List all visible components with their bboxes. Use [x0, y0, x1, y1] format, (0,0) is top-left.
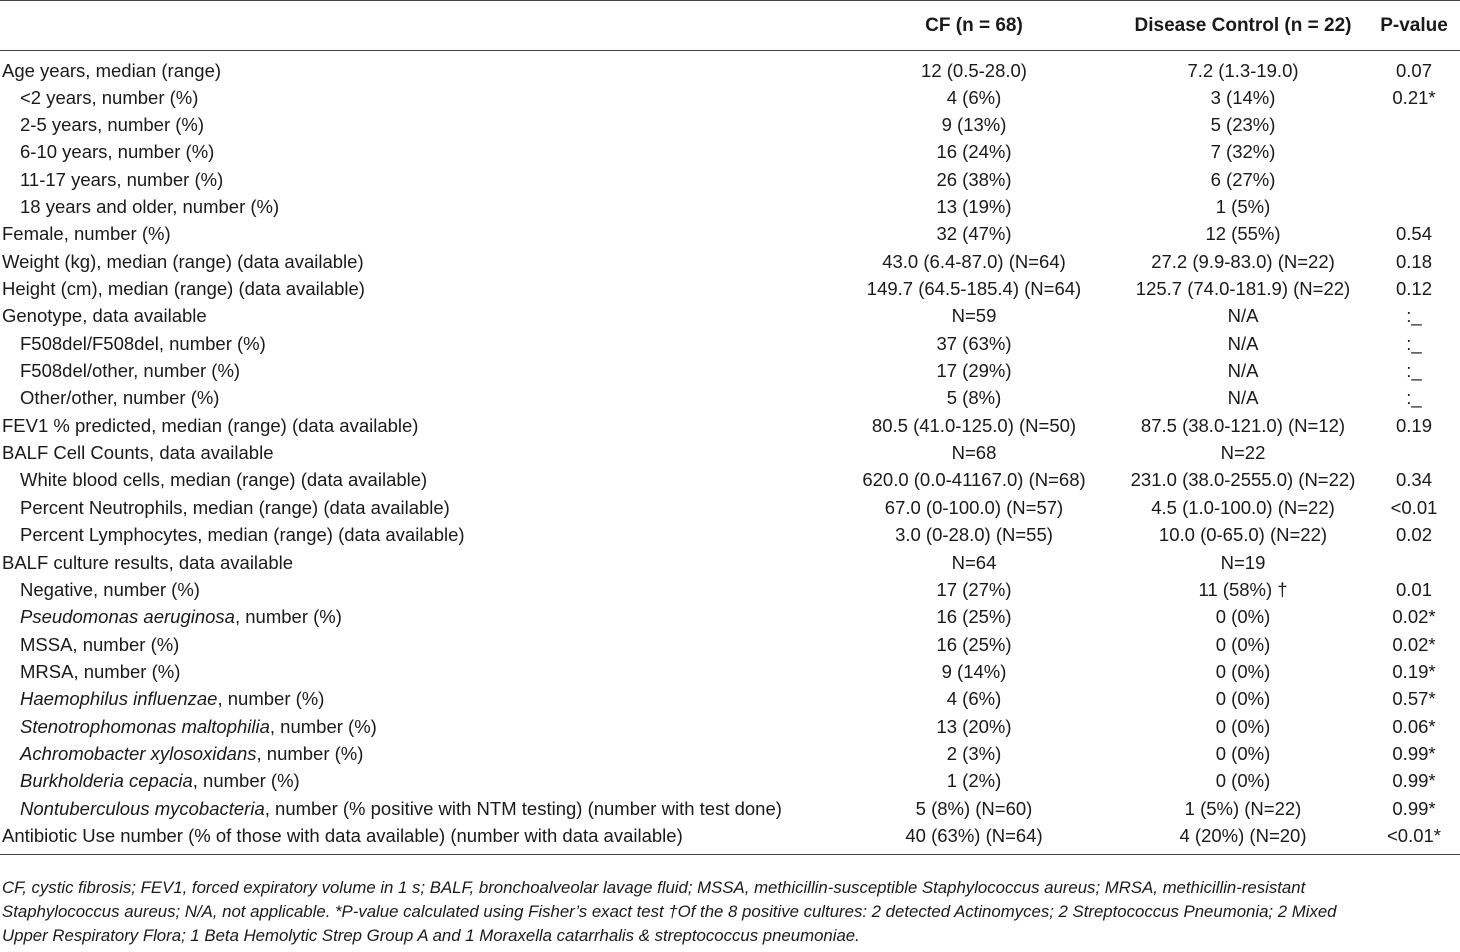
header-disease-control: Disease Control (n = 22): [1118, 1, 1368, 51]
cell-cf: N=59: [951, 305, 997, 327]
table-row: [0, 549, 1460, 576]
cell-disease-control: 11 (58%) †: [1198, 578, 1288, 600]
cell-p-value: :_: [1406, 305, 1422, 327]
cell-cf: 37 (63%): [936, 332, 1012, 354]
header-label: [0, 1, 830, 51]
row-label-suffix: , number (%): [269, 715, 377, 737]
cell-p-value: 0.06*: [1392, 715, 1436, 737]
table-row: [0, 330, 1460, 357]
cell-cf: 9 (14%): [941, 660, 1007, 682]
cell-cf: 16 (25%): [936, 633, 1012, 655]
table-row: [0, 822, 1460, 854]
cell-disease-control: 5 (23%): [1210, 114, 1276, 136]
header-row: [0, 1, 1460, 51]
row-label: Antibiotic Use number (% of those with data available) (number with data available): [0, 822, 830, 854]
cell-p-value: 0.18: [1395, 250, 1432, 272]
cell-p-value: 0.02*: [1392, 606, 1436, 628]
table-row: [0, 221, 1460, 248]
cell-cf: 5 (8%): [946, 387, 1002, 409]
table-row: [0, 713, 1460, 740]
organism-name: Haemophilus influenzae: [20, 688, 218, 710]
cell-p-value: 0.01: [1395, 578, 1432, 600]
cell-disease-control: N/A: [1227, 387, 1259, 409]
table-row: [0, 631, 1460, 658]
row-label: F508del/F508del, number (%): [20, 332, 266, 354]
cell-disease-control: 7.2 (1.3-19.0): [1187, 59, 1299, 81]
organism-name: Burkholderia cepacia: [20, 770, 193, 792]
cell-disease-control: 12 (55%): [1205, 223, 1281, 245]
table-row: [0, 275, 1460, 302]
cell-cf: 16 (24%): [936, 141, 1012, 163]
cell-disease-control: 0 (0%): [1215, 688, 1271, 710]
cell-disease-control: 27.2 (9.9-83.0) (N=22): [1151, 250, 1335, 272]
table-row: [0, 84, 1460, 111]
header-cf: CF (n = 68): [830, 1, 1118, 51]
cell-p-value: [1368, 139, 1460, 166]
cell-cf: 17 (27%): [936, 578, 1012, 600]
row-label: Female, number (%): [2, 223, 171, 245]
cell-cf: 620.0 (0.0-41167.0) (N=68): [862, 469, 1086, 491]
cell-p-value: 0.34: [1395, 469, 1432, 491]
cell-cf: 149.7 (64.5-185.4) (N=64): [866, 278, 1082, 300]
cell-p-value: 0.07: [1395, 59, 1432, 81]
cell-p-value: 0.21*: [1392, 86, 1436, 108]
cell-p-value: 0.99*: [1392, 770, 1436, 792]
cell-cf: 80.5 (41.0-125.0) (N=50): [871, 414, 1077, 436]
cell-cf: 13 (20%): [936, 715, 1012, 737]
row-label-suffix: , number (%): [192, 770, 300, 792]
row-label: Other/other, number (%): [20, 387, 220, 409]
cell-cf: 16 (25%): [936, 606, 1012, 628]
row-label: [0, 740, 830, 767]
cell-disease-control: 4 (20%) (N=20): [1118, 822, 1368, 854]
footnote-line: Staphylococcus aureus; N/A, not applicable. *P-value calculated using Fisher’s exact test †Of the 8 positive cultures: 2 detected Actinomyces; 2 Streptococcus Pneumonia; 2 Mixed: [2, 902, 1337, 921]
organism-name: Pseudomonas aeruginosa: [20, 606, 235, 628]
cell-disease-control: N/A: [1227, 360, 1259, 382]
cell-p-value: :_: [1406, 387, 1422, 409]
footnote-line: Upper Respiratory Flora; 1 Beta Hemolytic Strep Group A and 1 Moraxella catarrhalis & streptococcus pneumoniae.: [2, 926, 860, 945]
row-label-suffix: , number (%): [256, 742, 364, 764]
table-row: [0, 248, 1460, 275]
cell-p-value: [1368, 193, 1460, 220]
organism-name: Achromobacter xylosoxidans: [20, 742, 257, 764]
cell-p-value: :_: [1406, 360, 1422, 382]
cell-p-value: [1368, 166, 1460, 193]
cell-cf: N=64: [951, 551, 997, 573]
cell-disease-control: 125.7 (74.0-181.9) (N=22): [1135, 278, 1351, 300]
row-label: [0, 686, 830, 713]
cell-cf: 67.0 (0-100.0) (N=57): [884, 496, 1064, 518]
table-row: [0, 795, 1460, 822]
cell-disease-control: 0 (0%): [1215, 770, 1271, 792]
organism-name: Nontuberculous mycobacteria: [20, 797, 265, 819]
cell-cf: 5 (8%) (N=60): [915, 797, 1033, 819]
cell-p-value: :_: [1406, 332, 1422, 354]
cell-cf: 32 (47%): [936, 223, 1012, 245]
cell-cf: 4 (6%): [946, 86, 1002, 108]
cell-disease-control: 0 (0%): [1215, 606, 1271, 628]
row-label-suffix: , number (%): [217, 688, 325, 710]
row-label: BALF Cell Counts, data available: [2, 442, 274, 464]
footnote-line: CF, cystic fibrosis; FEV1, forced expiratory volume in 1 s; BALF, bronchoalveolar lavage fluid; MSSA, methicillin-susceptible Staphylococcus aureus; MRSA, methicillin-resistant: [2, 878, 1306, 897]
cell-p-value: [1368, 549, 1460, 576]
cell-disease-control: 87.5 (38.0-121.0) (N=12): [1140, 414, 1346, 436]
table-row: [0, 576, 1460, 603]
row-label-suffix: , number (% positive with NTM testing) (number with test done): [264, 797, 782, 819]
cell-disease-control: 6 (27%): [1210, 168, 1276, 190]
row-label: [0, 795, 830, 822]
row-label: <2 years, number (%): [20, 86, 199, 108]
cell-p-value: 0.99*: [1392, 742, 1436, 764]
table-row: [0, 357, 1460, 384]
cell-p-value: <0.01*: [1368, 822, 1460, 854]
cell-cf: 2 (3%): [946, 742, 1002, 764]
table-row: [0, 686, 1460, 713]
row-label: Genotype, data available: [2, 305, 207, 327]
cell-cf: 40 (63%) (N=64): [830, 822, 1118, 854]
table-body: [0, 51, 1460, 855]
table-row: [0, 768, 1460, 795]
row-label: [0, 604, 830, 631]
table-row: [0, 439, 1460, 466]
cell-p-value: 0.19: [1395, 414, 1432, 436]
cell-cf: 43.0 (6.4-87.0) (N=64): [882, 250, 1066, 272]
table-row: [0, 385, 1460, 412]
row-label: Age years, median (range): [2, 59, 222, 81]
cell-disease-control: N=19: [1220, 551, 1266, 573]
table-row: [0, 494, 1460, 521]
cell-p-value: 0.02*: [1392, 633, 1436, 655]
row-label: Percent Lymphocytes, median (range) (data available): [20, 524, 465, 546]
table-row: [0, 51, 1460, 85]
table-row: [0, 111, 1460, 138]
table-row: [0, 139, 1460, 166]
row-label: White blood cells, median (range) (data available): [20, 469, 428, 491]
row-label: Height (cm), median (range) (data available): [2, 278, 365, 300]
row-label: 11-17 years, number (%): [20, 168, 224, 190]
cell-p-value: 0.99*: [1392, 797, 1436, 819]
row-label: BALF culture results, data available: [2, 551, 294, 573]
cell-disease-control: 231.0 (38.0-2555.0) (N=22): [1130, 469, 1356, 491]
cell-p-value: 0.12: [1395, 278, 1432, 300]
cell-disease-control: 7 (32%): [1210, 141, 1276, 163]
row-label: Negative, number (%): [20, 578, 200, 600]
cell-cf: 26 (38%): [936, 168, 1012, 190]
cell-p-value: 0.02: [1395, 524, 1432, 546]
row-label: MRSA, number (%): [20, 660, 181, 682]
cell-disease-control: N/A: [1227, 332, 1259, 354]
cell-cf: N=68: [951, 442, 997, 464]
cell-cf: 1 (2%): [946, 770, 1002, 792]
cell-p-value: 0.57*: [1392, 688, 1436, 710]
table-row: [0, 522, 1460, 549]
cell-disease-control: N/A: [1227, 305, 1259, 327]
cell-p-value: <0.01: [1390, 496, 1438, 518]
table-row: [0, 193, 1460, 220]
row-label: Weight (kg), median (range) (data available): [2, 250, 364, 272]
table-row: [0, 166, 1460, 193]
row-label: 18 years and older, number (%): [20, 196, 280, 218]
cell-cf: 13 (19%): [936, 196, 1012, 218]
table-row: [0, 303, 1460, 330]
row-label: FEV1 % predicted, median (range) (data available): [2, 414, 419, 436]
row-label: Percent Neutrophils, median (range) (data available): [20, 496, 450, 518]
cell-p-value: [1368, 439, 1460, 466]
row-label-suffix: , number (%): [234, 606, 342, 628]
cell-cf: 9 (13%): [941, 114, 1007, 136]
cell-disease-control: 0 (0%): [1215, 742, 1271, 764]
table-row: [0, 467, 1460, 494]
cell-disease-control: 1 (5%): [1215, 196, 1271, 218]
cell-disease-control: 3 (14%): [1210, 86, 1276, 108]
cell-disease-control: 4.5 (1.0-100.0) (N=22): [1151, 496, 1335, 518]
table-row: [0, 604, 1460, 631]
table-row: [0, 740, 1460, 767]
cell-disease-control: 0 (0%): [1215, 715, 1271, 737]
row-label: MSSA, number (%): [20, 633, 180, 655]
row-label: 6-10 years, number (%): [20, 141, 215, 163]
table-row: [0, 412, 1460, 439]
row-label: [0, 768, 830, 795]
cell-p-value: [1368, 111, 1460, 138]
cell-disease-control: 0 (0%): [1215, 633, 1271, 655]
table-row: [0, 658, 1460, 685]
cell-cf: 12 (0.5-28.0): [921, 59, 1027, 81]
cell-cf: 3.0 (0-28.0) (N=55): [895, 524, 1053, 546]
cell-cf: 17 (29%): [936, 360, 1012, 382]
cell-cf: 4 (6%): [946, 688, 1002, 710]
cell-disease-control: 1 (5%) (N=22): [1184, 797, 1302, 819]
cell-disease-control: 10.0 (0-65.0) (N=22): [1158, 524, 1328, 546]
header-p-value: P-value: [1368, 1, 1460, 51]
cell-disease-control: 0 (0%): [1215, 660, 1271, 682]
cell-p-value: 0.19*: [1392, 660, 1436, 682]
row-label: 2-5 years, number (%): [20, 114, 205, 136]
cell-p-value: 0.54: [1395, 223, 1432, 245]
row-label: F508del/other, number (%): [20, 360, 241, 382]
cell-disease-control: N=22: [1220, 442, 1266, 464]
organism-name: Stenotrophomonas maltophilia: [20, 715, 270, 737]
row-label: [0, 713, 830, 740]
table-footnote: [2, 876, 1458, 948]
